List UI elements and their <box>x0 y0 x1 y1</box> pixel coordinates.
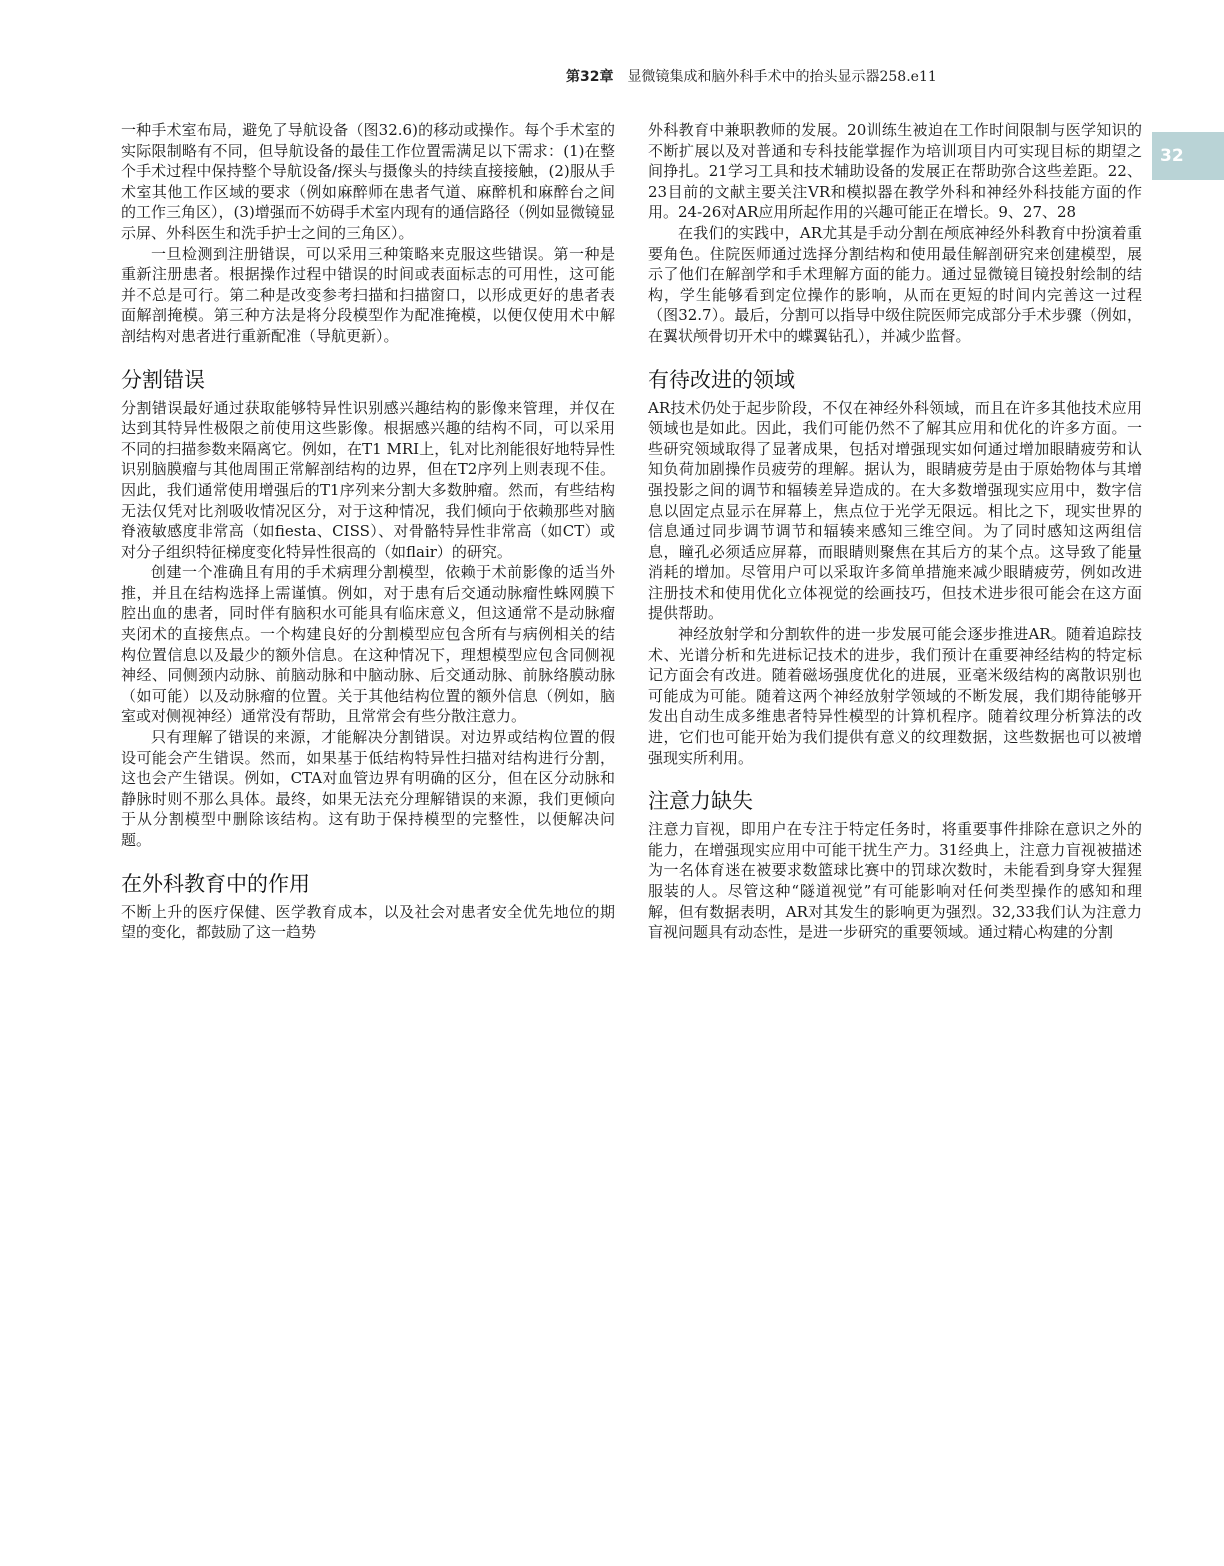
section-heading-improvement: 有待改进的领域 <box>648 367 795 392</box>
paragraph: AR技术仍处于起步阶段，不仅在神经外科领域，而且在许多其他技术应用领域也是如此。因此，我们可能仍然不了解其应用和优化的许多方面。一些研究领域取得了显著成果，包括对增强现实如何通过增加眼睛疲劳和认知负荷加剧操作员疲劳的理解。据认为，眼睛疲劳是由于原始物体与其增强投影之间的调节和辐辏差异造成的。在大多数增强现实应用中，数字信息以固定点显示在屏幕上，焦点位于光学无限远。相比之下，现实世界的信息通过同步调节调节和辐辏来感知三维空间。为了同时感知这两组信息，瞳孔必须适应屏幕，而眼睛则聚焦在其后方的某个点。这导致了能量消耗的增加。尽管用户可以采取许多简单措施来减少眼睛疲劳，例如改进注册技术和使用优化立体视觉的绘画技巧，但技术进步很可能会在这方面提供帮助。 <box>648 398 1142 623</box>
paragraph: 神经放射学和分割软件的进一步发展可能会逐步推进AR。随着追踪技术、光谱分析和先进标记技术的进步，我们预计在重要神经结构的特定标记方面会有改进。随着磁场强度优化的进展，亚毫米级结构的离散识别也可能成为可能。随着这两个神经放射学领域的不断发展，我们期待能够开发出自动生成多维患者特异性模型的计算机程序。随着纹理分析算法的改进，它们也可能开始为我们提供有意义的纹理数据，这些数据也可以被增强现实所利用。 <box>648 625 1142 767</box>
paragraph: 在我们的实践中，AR尤其是手动分割在颅底神经外科教育中扮演着重要角色。住院医师通过选择分割结构和使用最佳解剖研究来创建模型，展示了他们在解剖学和手术理解方面的能力。通过显微镜目镜投射绘制的结构，学生能够看到定位操作的影响，从而在更短的时间内完善这一过程（图32.7）。最后，分割可以指导中级住院医师完成部分手术步骤（例如，在翼状颅骨切开术中的蝶翼钻孔），并减少监督。 <box>648 223 1142 345</box>
paragraph: 外科教育中兼职教师的发展。20训练生被迫在工作时间限制与医学知识的不断扩展以及对普通和专科技能掌握作为培训项目内可实现目标的期望之间挣扎。21学习工具和技术辅助设备的发展正在帮助弥合这些差距。22、23目前的文献主要关注VR和模拟器在教学外科和神经外科技能方面的作用。24-26对AR应用所起作用的兴趣可能正在增长。9、27、28 <box>648 121 1142 222</box>
paragraph: 不断上升的医疗保健、医学教育成本，以及社会对患者安全优先地位的期望的变化，都鼓励了这一趋势 <box>121 902 615 942</box>
running-head <box>566 66 937 86</box>
paragraph: 注意力盲视，即用户在专注于特定任务时，将重要事件排除在意识之外的能力，在增强现实应用中可能干扰生产力。31经典上，注意力盲视被描述为一名体育迷在被要求数篮球比赛中的罚球次数时，未能看到身穿大猩猩服装的人。尽管这种“隧道视觉”有可能影响对任何类型操作的感知和理解，但有数据表明，AR对其发生的影响更为强烈。32,33我们认为注意力盲视问题具有动态性，是进一步研究的重要领域。通过精心构建的分割 <box>648 820 1142 942</box>
chapter-side-tab: 32 <box>1152 132 1224 180</box>
right-column <box>648 120 1142 943</box>
section-heading-attention: 注意力缺失 <box>648 789 753 814</box>
paragraph: 一旦检测到注册错误，可以采用三种策略来克服这些错误。第一种是重新注册患者。根据操作过程中错误的时间或表面标志的可用性，这可能并不总是可行。第二种是改变参考扫描和扫描窗口，以形成更好的患者表面解剖掩模。第三种方法是将分段模型作为配准掩模，以便仅使用术中解剖结构对患者进行重新配准（导航更新）。 <box>121 244 615 345</box>
section-heading-education: 在外科教育中的作用 <box>121 871 310 896</box>
left-column <box>121 120 615 943</box>
chapter-title: 显微镜集成和脑外科手术中的抬头显示器258.e11 <box>627 69 937 85</box>
chapter-label: 第32章 <box>566 69 614 85</box>
paragraph: 分割错误最好通过获取能够特异性识别感兴趣结构的影像来管理，并仅在达到其特异性极限之前使用这些影像。根据感兴趣的结构不同，可以采用不同的扫描参数来隔离它。例如，在T1 MRI上，钆对比剂能很好地特异性识别脑膜瘤与其他周围正常解剖结构的边界，但在T2序列上则表现不佳。因此，我们通常使用增强后的T1序列来分割大多数肿瘤。然而，有些结构无法仅凭对比剂吸收情况区分，对于这种情况，我们倾向于依赖那些对脑脊液敏感度非常高（如fiesta、CISS）、对骨骼特异性非常高（如CT）或对分子组织特征梯度变化特异性很高的（如flair）的研究。 <box>121 398 615 561</box>
paragraph: 创建一个准确且有用的手术病理分割模型，依赖于术前影像的适当外推，并且在结构选择上需谨慎。例如，对于患有后交通动脉瘤性蛛网膜下腔出血的患者，同时伴有脑积水可能具有临床意义，但这通常不是动脉瘤夹闭术的直接焦点。一个构建良好的分割模型应包含所有与病例相关的结构位置信息以及最少的额外信息。在这种情况下，理想模型应包含同侧视神经、同侧颈内动脉、前脑动脉和中脑动脉、后交通动脉、前脉络膜动脉（如可能）以及动脉瘤的位置。关于其他结构位置的额外信息（例如，脑室或对侧视神经）通常没有帮助，且常常会有些分散注意力。 <box>121 563 615 726</box>
section-heading-segmentation-error: 分割错误 <box>121 367 205 392</box>
paragraph: 只有理解了错误的来源，才能解决分割错误。对边界或结构位置的假设可能会产生错误。然而，如果基于低结构特异性扫描对结构进行分割，这也会产生错误。例如，CTA对血管边界有明确的区分，但在区分动脉和静脉时则不那么具体。最终，如果无法充分理解错误的来源，我们更倾向于从分割模型中删除该结构。这有助于保持模型的完整性，以便解决问题。 <box>121 728 615 849</box>
paragraph: 一种手术室布局，避免了导航设备（图32.6)的移动或操作。每个手术室的实际限制略有不同，但导航设备的最佳工作位置需满足以下需求：(1)在整个手术过程中保持整个导航设备/探头与摄像头的持续直接接触，(2)服从手术室其他工作区域的要求（例如麻醉师在患者气道、麻醉机和麻醉台之间的工作三角区），(3)增强而不妨碍手术室内现有的通信路径（例如显微镜显示屏、外科医生和洗手护士之间的三角区）。 <box>121 121 615 242</box>
